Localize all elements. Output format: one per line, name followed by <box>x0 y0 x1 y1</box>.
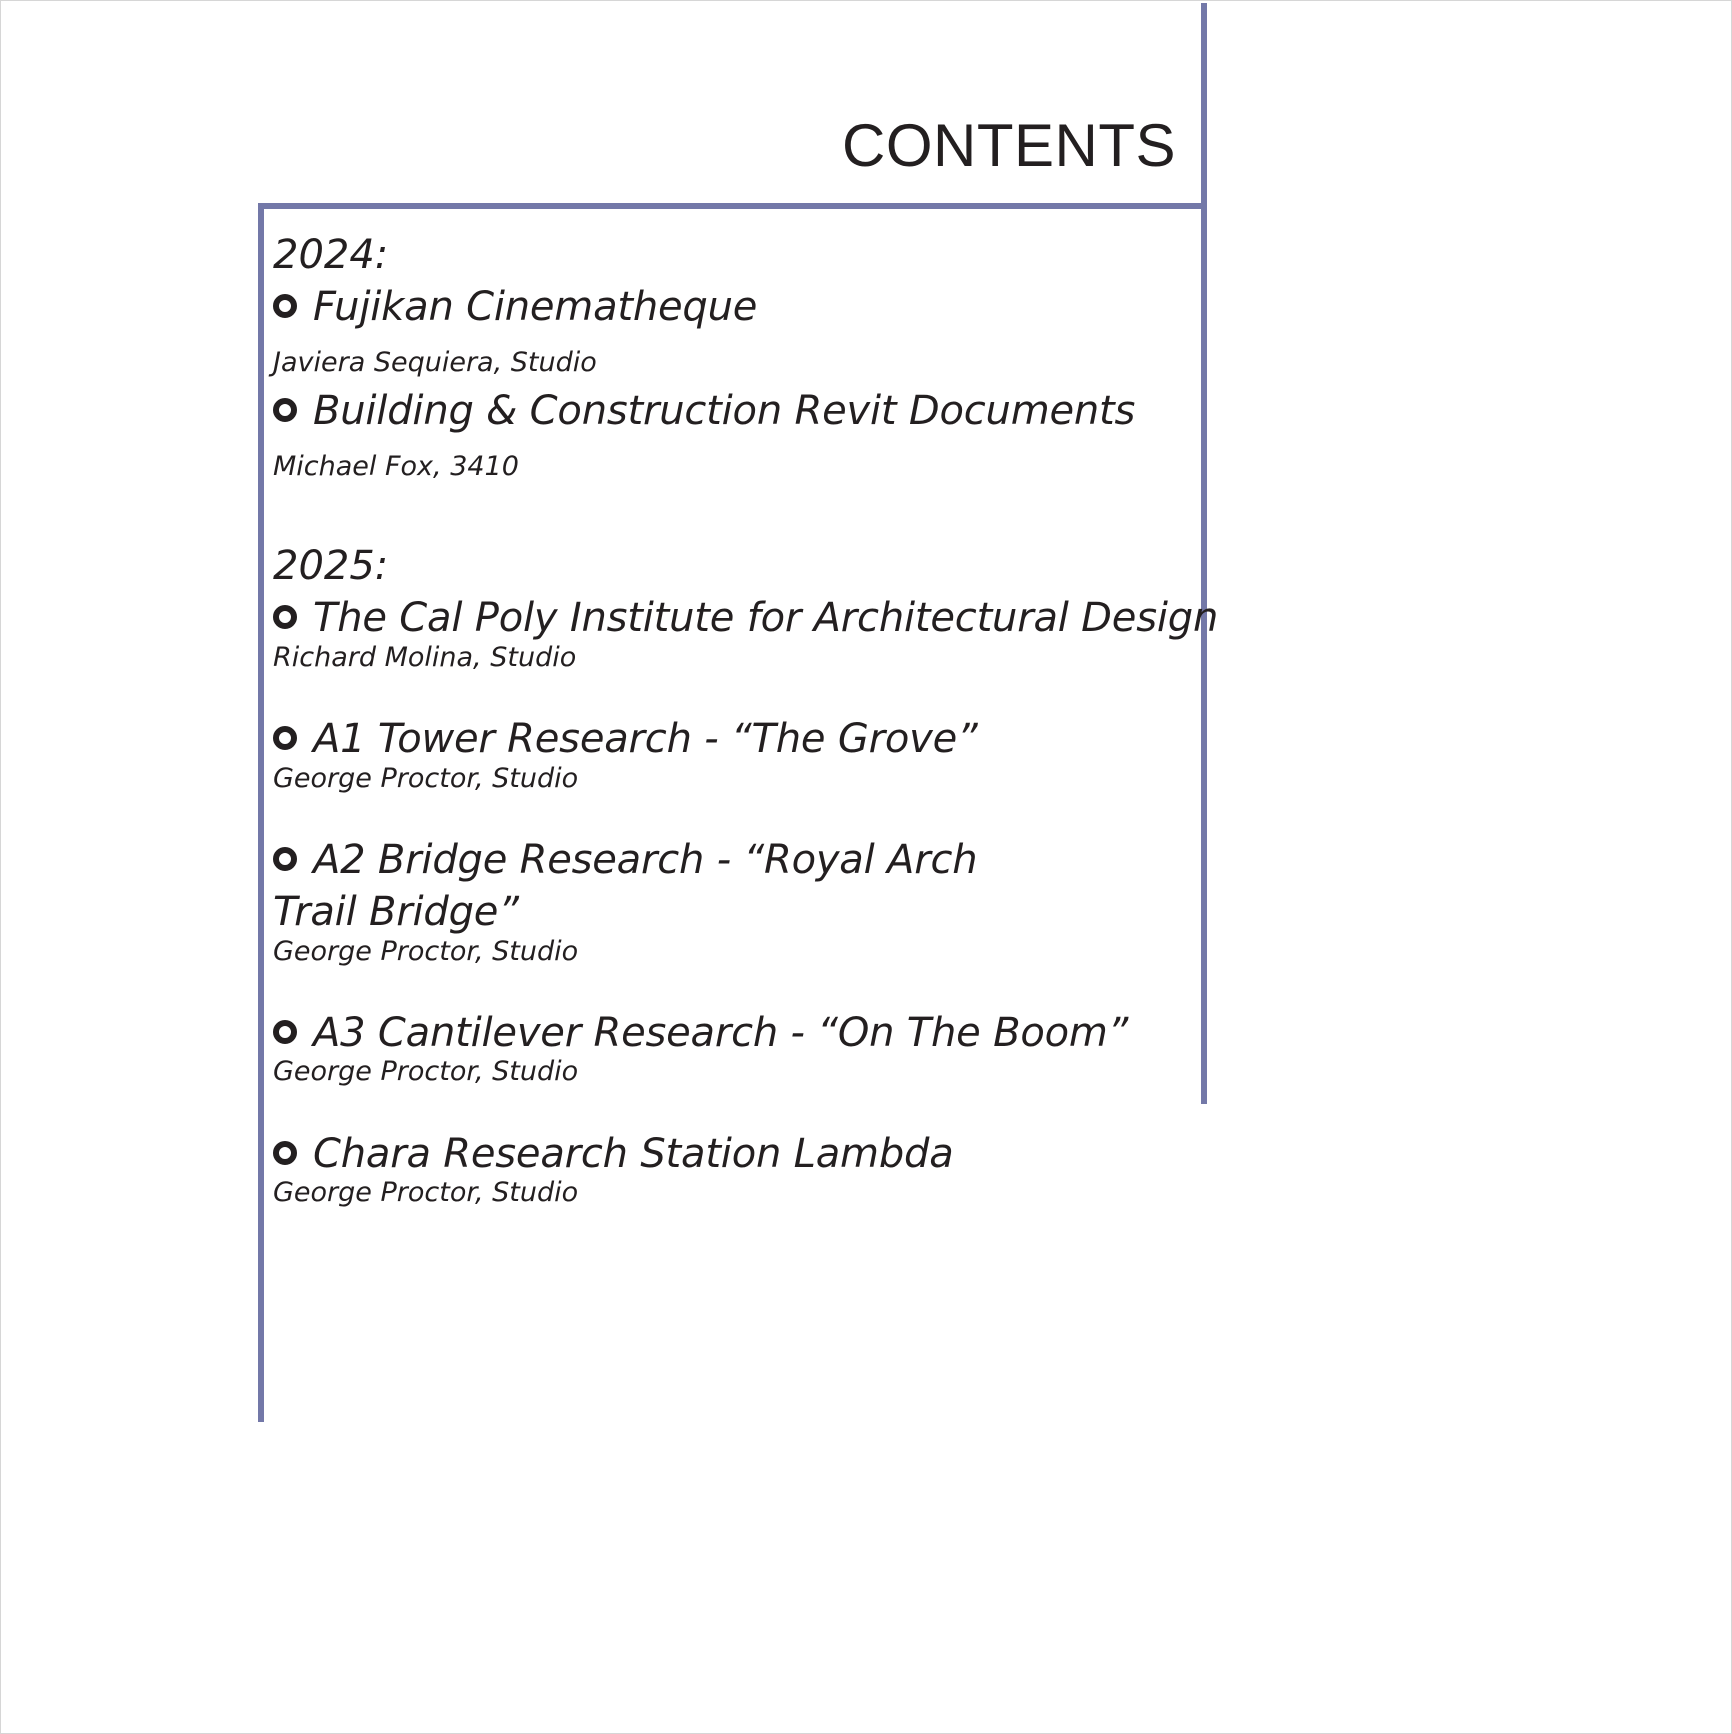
section-year-2024: 2024: <box>273 232 389 278</box>
entry-title-text: Building & Construction Revit Documents <box>313 388 1136 434</box>
bullet-icon <box>273 1020 297 1044</box>
contents-entry-subtitle: George Proctor, Studio <box>273 1056 579 1087</box>
contents-entry-subtitle: Richard Molina, Studio <box>273 642 577 673</box>
bullet-icon <box>273 605 297 629</box>
bullet-icon <box>273 726 297 750</box>
bullet-icon <box>273 847 297 871</box>
contents-entry-subtitle: Javiera Sequiera, Studio <box>273 347 597 378</box>
entry-title-text: A3 Cantilever Research - “On The Boom” <box>313 1010 1129 1056</box>
contents-entry-subtitle: George Proctor, Studio <box>273 1177 579 1208</box>
horizontal-rule <box>258 203 1207 209</box>
entry-title-text: Fujikan Cinematheque <box>313 284 758 330</box>
vertical-rule-right <box>1201 3 1207 1104</box>
contents-entry-title <box>273 385 1135 437</box>
contents-entry-title <box>273 281 757 333</box>
contents-entry-title <box>273 713 978 765</box>
bullet-icon <box>273 398 297 422</box>
contents-entry-subtitle: George Proctor, Studio <box>273 936 579 967</box>
entry-title-text: A1 Tower Research - “The Grove” <box>313 716 978 762</box>
contents-entry-title <box>273 1007 1128 1059</box>
vertical-rule-left <box>258 203 264 1422</box>
page-title: CONTENTS <box>842 112 1176 179</box>
contents-entry-title <box>273 1128 954 1180</box>
entry-title-text: Chara Research Station Lambda <box>313 1131 954 1177</box>
contents-entry-title <box>273 834 1073 938</box>
contents-entry-title <box>273 592 1218 644</box>
bullet-icon <box>273 294 297 318</box>
entry-title-text: A2 Bridge Research - “Royal Arch Trail Bridge” <box>273 837 978 935</box>
contents-entry-subtitle: Michael Fox, 3410 <box>273 451 519 482</box>
bullet-icon <box>273 1141 297 1165</box>
entry-title-text: The Cal Poly Institute for Architectural Design <box>313 595 1219 641</box>
contents-entry-subtitle: George Proctor, Studio <box>273 763 579 794</box>
section-year-2025: 2025: <box>273 543 389 589</box>
